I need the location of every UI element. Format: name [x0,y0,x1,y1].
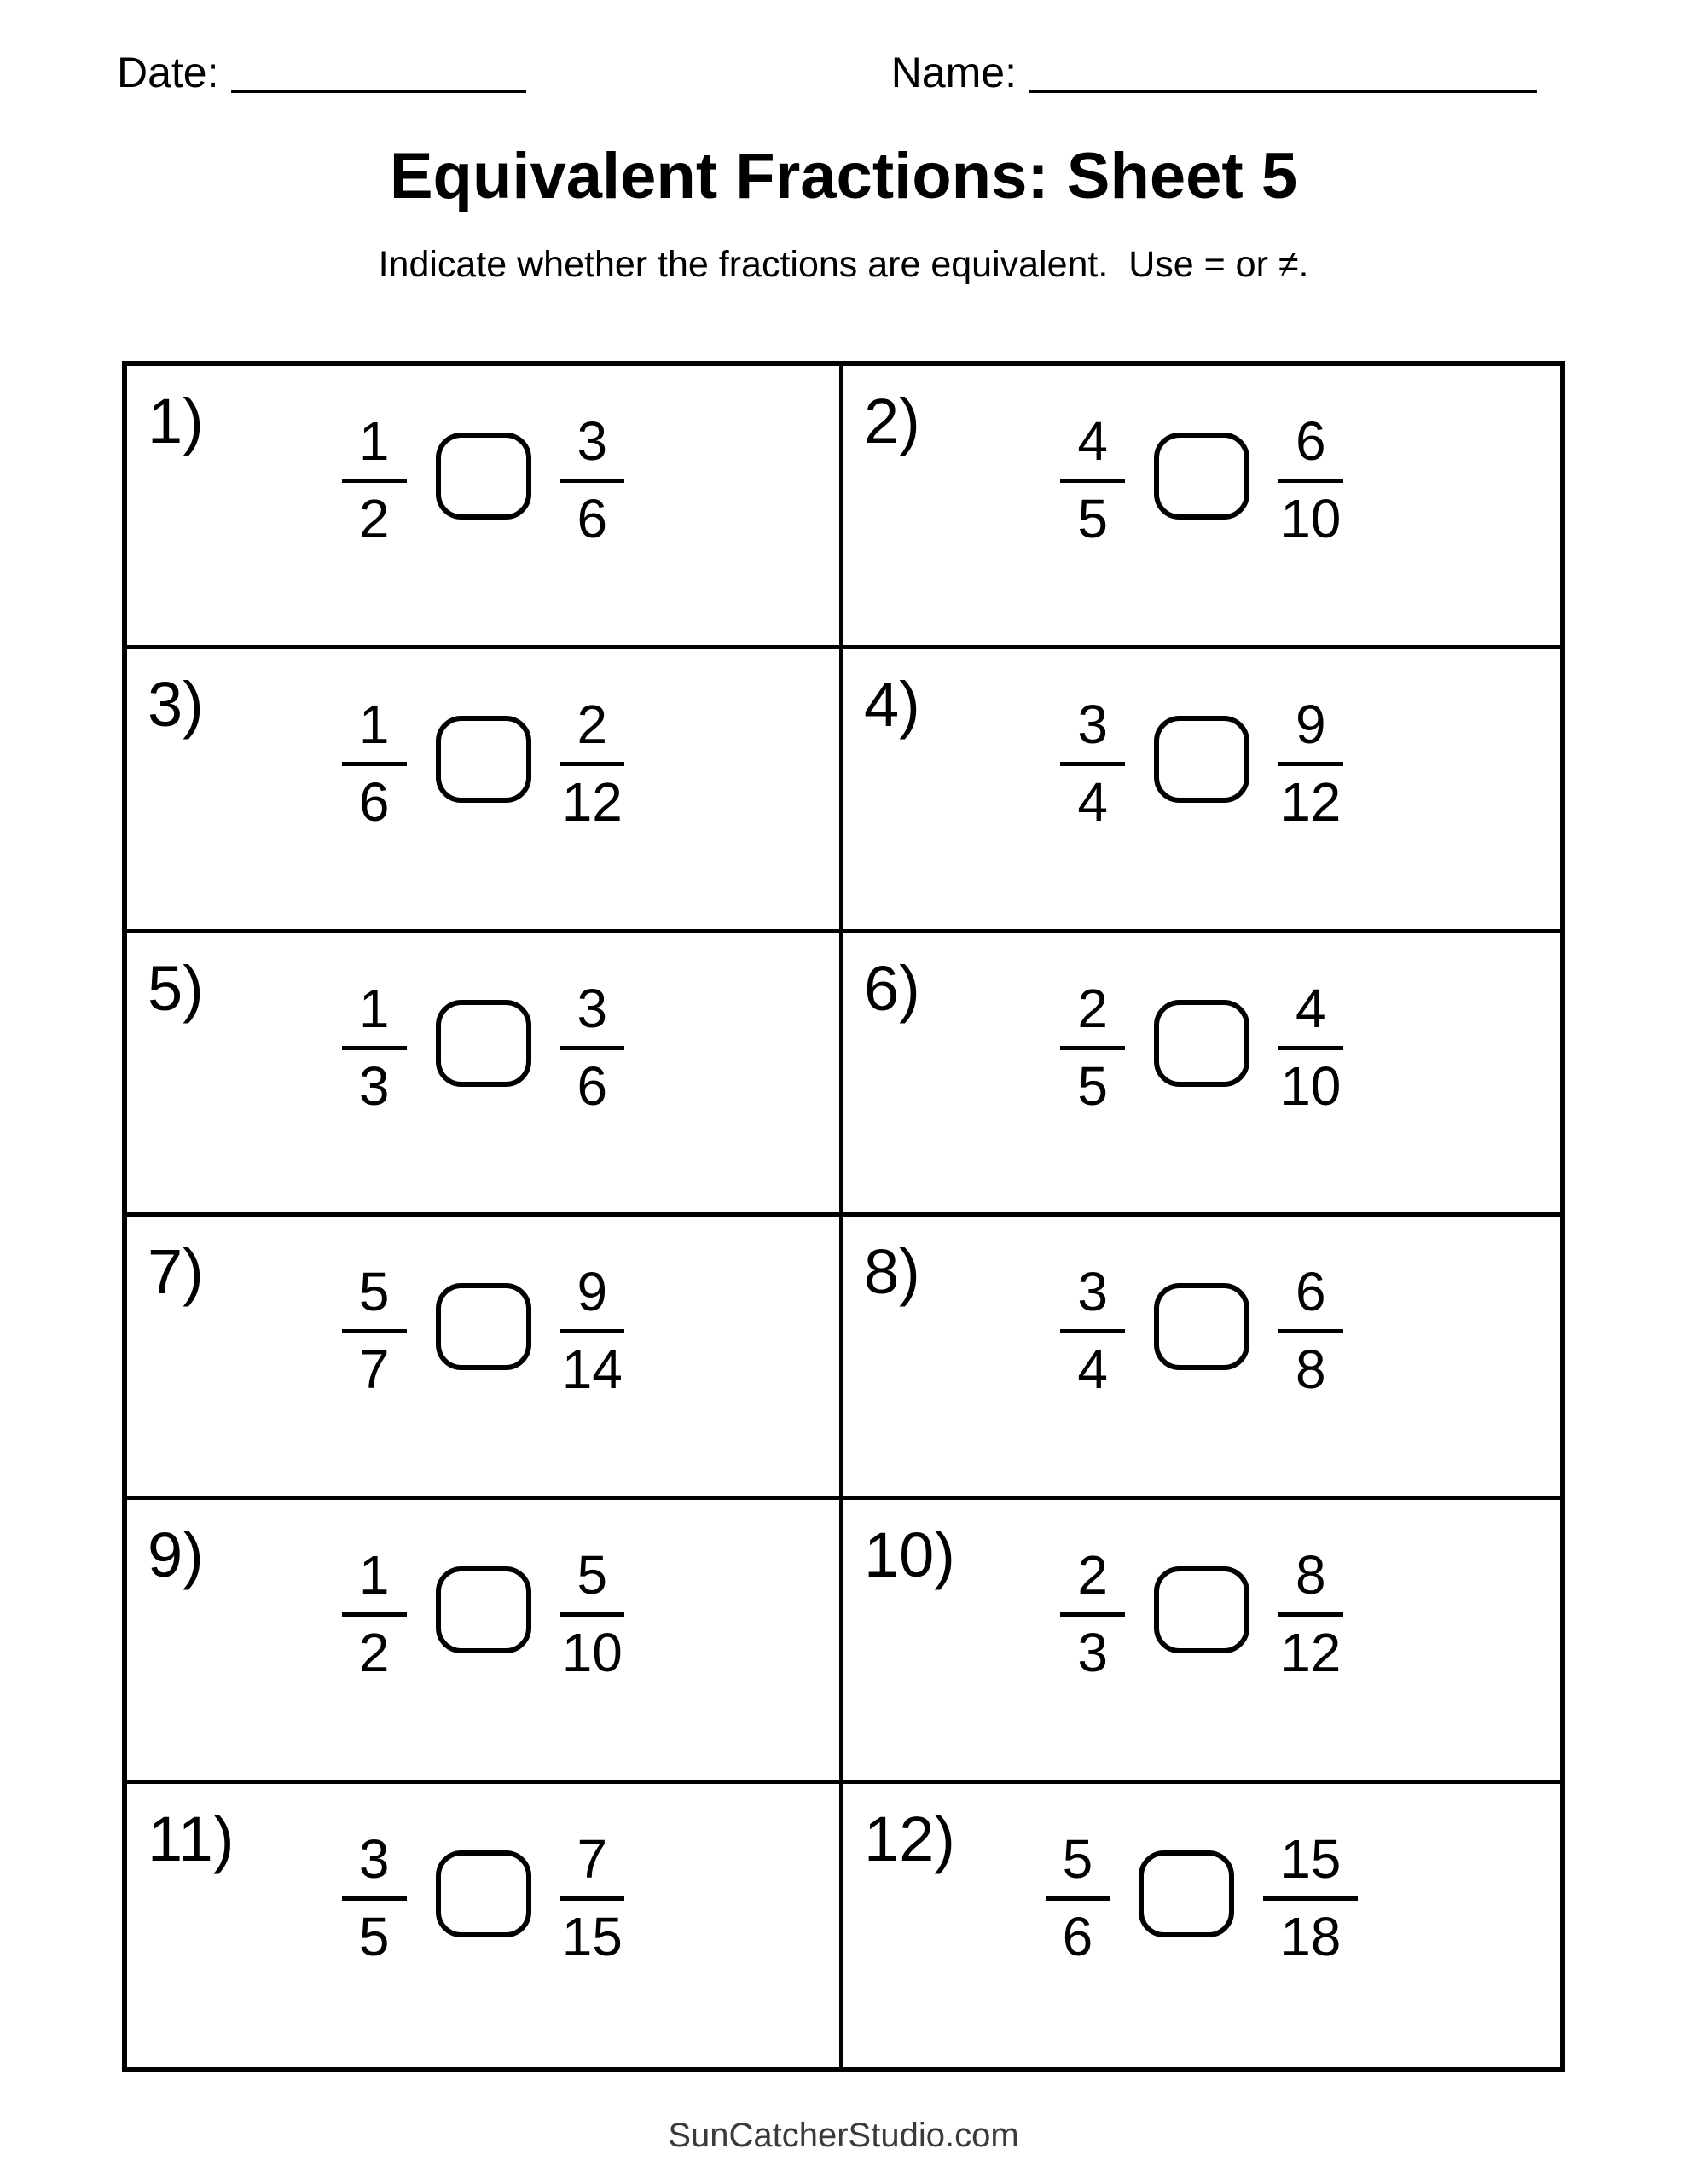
fraction-left-numerator: 5 [342,1264,407,1333]
problem-cell-11 [127,1784,844,2067]
answer-box[interactable] [436,1566,531,1653]
fraction-right-numerator: 2 [560,697,625,766]
fraction-right [560,694,625,834]
fraction-right-numerator: 3 [560,414,625,483]
answer-box[interactable] [436,1283,531,1370]
answer-box[interactable] [1154,1000,1249,1087]
fraction-right [560,1261,625,1400]
fraction-right-numerator: 9 [1278,697,1343,766]
page-title: Equivalent Fractions: Sheet 5 [389,140,1298,212]
fraction-right-denominator: 12 [1280,771,1342,834]
fraction-left [1060,1544,1125,1684]
fraction-right-numerator: 8 [1278,1548,1343,1617]
fraction-right-denominator: 10 [561,1622,623,1684]
fraction-right-numerator: 6 [1278,414,1343,483]
fraction-left-numerator: 2 [1060,981,1125,1050]
problem-number: 4) [864,669,920,741]
answer-box[interactable] [436,433,531,520]
problem-cell-10 [844,1500,1560,1783]
fraction-left-numerator: 2 [1060,1548,1125,1617]
problem-number: 8) [864,1236,920,1307]
answer-box[interactable] [1154,1283,1249,1370]
date-label: Date: [117,49,219,96]
fraction-right [1278,1544,1343,1684]
fraction-right [560,1544,625,1684]
fraction-left [342,1261,407,1400]
fraction-right [560,410,625,549]
answer-box[interactable] [436,1000,531,1087]
fraction-expression [844,694,1560,834]
problem-number: 6) [864,952,920,1024]
name-field [891,49,1537,96]
fraction-right-denominator: 14 [561,1339,623,1400]
fraction-right-numerator: 3 [560,981,625,1050]
fraction-left-denominator: 7 [358,1339,390,1400]
fraction-expression [844,1261,1560,1400]
fraction-right [1278,410,1343,549]
problem-number: 11) [148,1803,235,1874]
fraction-left-numerator: 3 [1060,697,1125,766]
fraction-right-numerator: 6 [1278,1264,1343,1333]
fraction-right-denominator: 12 [1280,1622,1342,1684]
fraction-left [342,977,407,1117]
worksheet-header [0,0,1687,96]
fraction-right-denominator: 15 [561,1905,623,1967]
fraction-left-denominator: 3 [358,1054,390,1117]
fraction-right-denominator: 8 [1296,1339,1326,1400]
answer-box[interactable] [1154,716,1249,803]
problem-number: 12) [864,1803,955,1874]
fraction-left-denominator: 2 [358,1622,390,1684]
fraction-right [1278,1261,1343,1400]
fraction-left-denominator: 6 [1062,1905,1093,1967]
problem-cell-7 [127,1217,844,1500]
fraction-left [342,410,407,549]
fraction-right-denominator: 10 [1280,488,1342,549]
fraction-left-numerator: 1 [342,697,407,766]
fraction-expression [844,410,1560,549]
fraction-right-denominator: 6 [577,488,608,549]
fraction-left-denominator: 4 [1077,1339,1108,1400]
fraction-right-numerator: 4 [1278,981,1343,1050]
fraction-left-numerator: 1 [342,1548,407,1617]
fraction-right-denominator: 12 [561,771,623,834]
fraction-right [1278,977,1343,1117]
fraction-expression [127,977,839,1117]
fraction-right-numerator: 15 [1263,1832,1358,1901]
name-label: Name: [890,49,1017,96]
fraction-right [560,977,625,1117]
fraction-left [1060,694,1125,834]
fraction-right-numerator: 5 [560,1548,625,1617]
fraction-right-denominator: 6 [577,1054,608,1117]
problem-number: 10) [864,1519,955,1591]
fraction-left-numerator: 5 [1046,1832,1110,1901]
fraction-left-denominator: 5 [1077,488,1108,549]
fraction-right [1263,1827,1358,1967]
problem-cell-6 [844,933,1560,1217]
problem-cell-4 [844,649,1560,932]
fraction-right [560,1827,625,1967]
fraction-left-numerator: 3 [1060,1264,1125,1333]
footer-site-credit: SunCatcherStudio.com [668,2117,1019,2154]
fraction-left [1060,410,1125,549]
fraction-expression [127,1544,839,1684]
fraction-left [1060,1261,1125,1400]
problem-number: 7) [148,1236,204,1307]
problem-cell-2 [844,366,1560,649]
problem-cell-9 [127,1500,844,1783]
fraction-expression [127,694,839,834]
name-blank-line[interactable] [1029,54,1537,93]
problem-cell-12 [844,1784,1560,2067]
problem-number: 9) [148,1519,204,1591]
fraction-left [1060,977,1125,1117]
problem-number: 3) [148,669,204,741]
fraction-left [342,694,407,834]
fraction-left-denominator: 5 [358,1905,390,1967]
instructions-text: Indicate whether the fractions are equivalent. Use = or ≠. [378,244,1309,285]
answer-box[interactable] [1154,1566,1249,1653]
fraction-right [1278,694,1343,834]
answer-box[interactable] [436,1850,531,1937]
problem-number: 2) [864,386,920,456]
fraction-left [342,1827,407,1967]
fraction-right-denominator: 18 [1280,1905,1342,1967]
fraction-left [342,1544,407,1684]
answer-box[interactable] [436,716,531,803]
fraction-expression [127,410,839,549]
date-field [117,49,526,96]
fraction-left-denominator: 3 [1077,1622,1108,1684]
problem-cell-8 [844,1217,1560,1500]
fraction-left [1046,1827,1110,1967]
problem-number: 5) [148,952,204,1024]
fraction-left-denominator: 5 [1077,1054,1108,1117]
fraction-left-numerator: 4 [1060,414,1125,483]
fraction-left-denominator: 4 [1077,771,1108,834]
fraction-right-numerator: 9 [560,1264,625,1333]
fraction-left-numerator: 1 [342,414,407,483]
fraction-expression [127,1261,839,1400]
problem-cell-1 [127,366,844,649]
fraction-right-denominator: 10 [1280,1054,1342,1117]
fraction-right-numerator: 7 [560,1832,625,1901]
fraction-left-numerator: 1 [342,981,407,1050]
fraction-left-denominator: 2 [358,488,390,549]
answer-box[interactable] [1154,433,1249,520]
fraction-left-denominator: 6 [358,771,390,834]
date-blank-line[interactable] [231,54,526,93]
fraction-left-numerator: 3 [342,1832,407,1901]
fraction-expression [844,977,1560,1117]
answer-box[interactable] [1139,1850,1234,1937]
problems-grid [122,361,1565,2072]
problem-number: 1) [148,386,204,456]
problem-cell-3 [127,649,844,932]
problem-cell-5 [127,933,844,1217]
